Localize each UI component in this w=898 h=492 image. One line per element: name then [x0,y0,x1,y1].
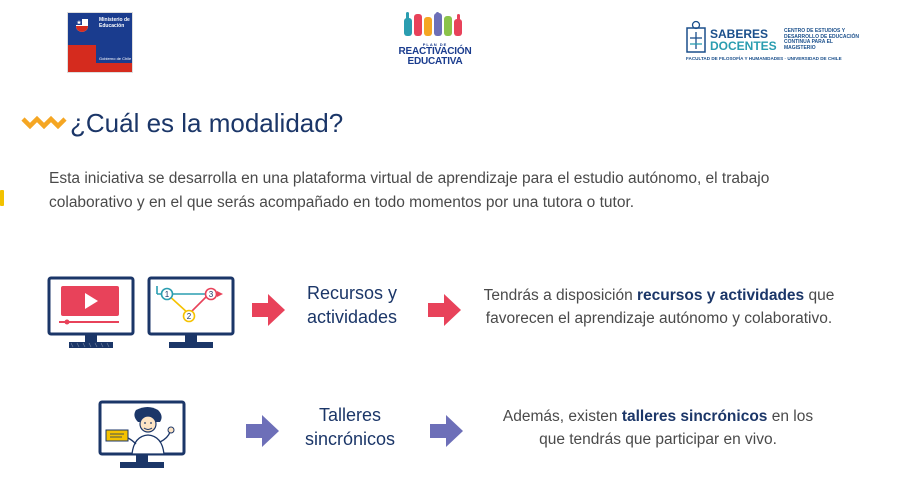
intro-paragraph: Esta iniciativa se desarrolla en una plataforma virtual de aprendizaje para el estudio autónomo, el trabajo colaborativo y en el que serás acompañado en todo momentos por una tutora o tutor. [49,170,770,211]
row1-desc-after: que favorecen el aprendizaje autónomo y colaborativo. [485,287,835,327]
mineduc-line1: Ministerio de [99,17,130,23]
reactivacion-line1: REACTIVACIÓN [398,46,472,57]
row1-desc-highlight: recursos y actividades [637,287,805,304]
arrow-right-icon [252,293,286,327]
row1-description [476,284,842,330]
saberes-description: CENTRO DE ESTUDIOS Y DESARROLLO DE EDUCACIÓN CONTINUA PARA EL MAGISTERIO [784,28,860,51]
saberes-docentes-logo [686,20,861,66]
saberes-word2: DOCENTES [710,39,777,53]
row1-label-line1: Recursos y [306,283,398,303]
row2-desc-after: en los que tendrás que participar en vivo. [539,408,814,448]
wave-accent-icon [21,115,68,129]
page-title: ¿Cuál es la modalidad? [70,108,344,138]
saberes-emblem-icon [686,20,706,54]
mineduc-logo [67,12,133,73]
raised-hands-icon [402,12,468,36]
row2-label-line1: Talleres [318,405,382,425]
reactivacion-plan: PLAN DE [422,42,448,47]
video-monitor-icon [47,276,135,352]
row2-label [292,403,408,451]
step-3: 3 [208,290,214,299]
process-monitor-icon [147,276,235,352]
chile-shield-icon [74,17,90,33]
mineduc-line2: Educación [99,23,125,29]
row2-desc-highlight: talleres sincrónicos [621,408,768,425]
row1-desc-before: Tendrás a disposición [483,287,638,304]
arrow-right-icon [430,414,464,448]
row1-label [296,281,408,329]
edge-marker [0,190,4,206]
arrow-right-icon [428,293,462,327]
reactivacion-logo [398,12,472,66]
arrow-right-icon [246,414,280,448]
tutor-monitor-icon [98,400,186,470]
step-1: 1 [164,290,170,299]
mineduc-line3: Gobierno de Chile [99,56,132,61]
reactivacion-line2: EDUCATIVA [407,56,463,67]
row2-label-line2: sincrónicos [304,429,396,449]
row1-label-line2: actividades [306,307,398,327]
row2-description [490,405,826,451]
saberes-faculty: FACULTAD DE FILOSOFÍA Y HUMANIDADES · UNIVERSIDAD DE CHILE [686,56,842,61]
row2-desc-before: Además, existen [502,408,622,425]
step-2: 2 [186,312,192,321]
saberes-word1: SABERES [710,27,769,41]
